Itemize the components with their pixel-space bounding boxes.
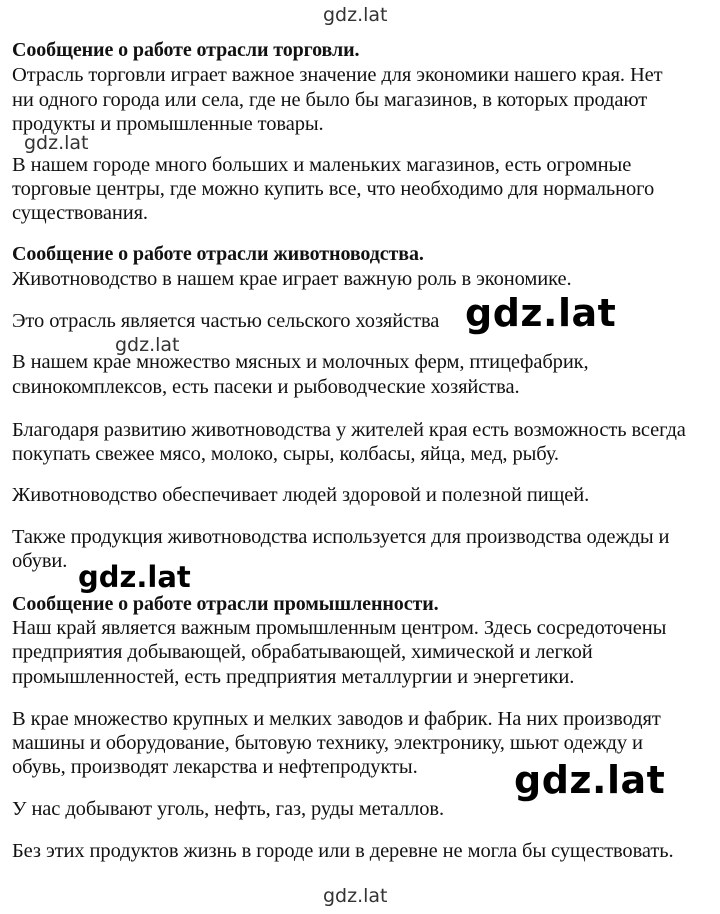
paragraph-line: свинокомплексов, есть пасеки и рыбоводческие хозяйства. bbox=[12, 376, 520, 398]
paragraph-line: торговые центры, где можно купить все, что необходимо для нормального bbox=[12, 178, 655, 200]
paragraph-line: Животноводство в нашем крае играет важную роль в экономике. bbox=[12, 268, 572, 290]
paragraph-line: обувь, производят лекарства и нефтепродукты. bbox=[12, 756, 418, 778]
paragraph-line: предприятия добывающей, обрабатывающей, химической и легкой bbox=[12, 641, 593, 663]
section-heading-livestock: Сообщение о работе отрасли животноводства. bbox=[12, 243, 424, 265]
watermark-large-right: gdz.lat bbox=[465, 291, 617, 335]
paragraph-line: Отрасль торговли играет важное значение для экономики нашего края. Нет bbox=[12, 64, 663, 86]
paragraph-line: Без этих продуктов жизнь в городе или в деревне не могла бы существовать. bbox=[12, 840, 674, 862]
paragraph-line: существования. bbox=[12, 202, 148, 224]
paragraph-line: покупать свежее мясо, молоко, сыры, колбасы, яйца, мед, рыбу. bbox=[12, 443, 559, 465]
paragraph-line: ни одного города или села, где не было бы магазинов, в которых продают bbox=[12, 89, 648, 111]
watermark-top: gdz.lat bbox=[323, 4, 388, 26]
paragraph-line: Животноводство обеспечивает людей здоровой и полезной пищей. bbox=[12, 484, 590, 506]
paragraph-line: Наш край является важным промышленным центром. Здесь сосредоточены bbox=[12, 617, 667, 639]
paragraph-line: У нас добывают уголь, нефть, газ, руды металлов. bbox=[12, 798, 444, 820]
paragraph-line: Это отрасль является частью сельского хозяйства bbox=[12, 310, 440, 332]
paragraph-line: Благодаря развитию животноводства у жителей края есть возможность всегда bbox=[12, 419, 686, 441]
paragraph-line: Также продукция животноводства используется для производства одежды и bbox=[12, 526, 670, 548]
section-heading-industry: Сообщение о работе отрасли промышленности. bbox=[12, 593, 439, 615]
paragraph-line: машины и оборудование, бытовую технику, электронику, шьют одежду и bbox=[12, 732, 643, 754]
paragraph-line: продукты и промышленные товары. bbox=[12, 113, 324, 135]
section-heading-trade: Сообщение о работе отрасли торговли. bbox=[12, 39, 360, 61]
watermark-upper-left: gdz.lat bbox=[24, 132, 89, 154]
watermark-middle: gdz.lat bbox=[115, 334, 180, 356]
watermark-large-lower: gdz.lat bbox=[514, 758, 666, 802]
paragraph-line: В крае множество крупных и мелких заводов и фабрик. На них производят bbox=[12, 708, 661, 730]
watermark-bottom: gdz.lat bbox=[323, 885, 388, 907]
paragraph-line: промышленностей, есть предприятия металлургии и энергетики. bbox=[12, 666, 575, 688]
watermark-medium-left: gdz.lat bbox=[78, 560, 191, 594]
paragraph-line: обуви. bbox=[12, 550, 68, 572]
paragraph-line: В нашем городе много больших и маленьких магазинов, есть огромные bbox=[12, 154, 632, 176]
paragraph-line: В нашем крае множество мясных и молочных ферм, птицефабрик, bbox=[12, 351, 589, 373]
